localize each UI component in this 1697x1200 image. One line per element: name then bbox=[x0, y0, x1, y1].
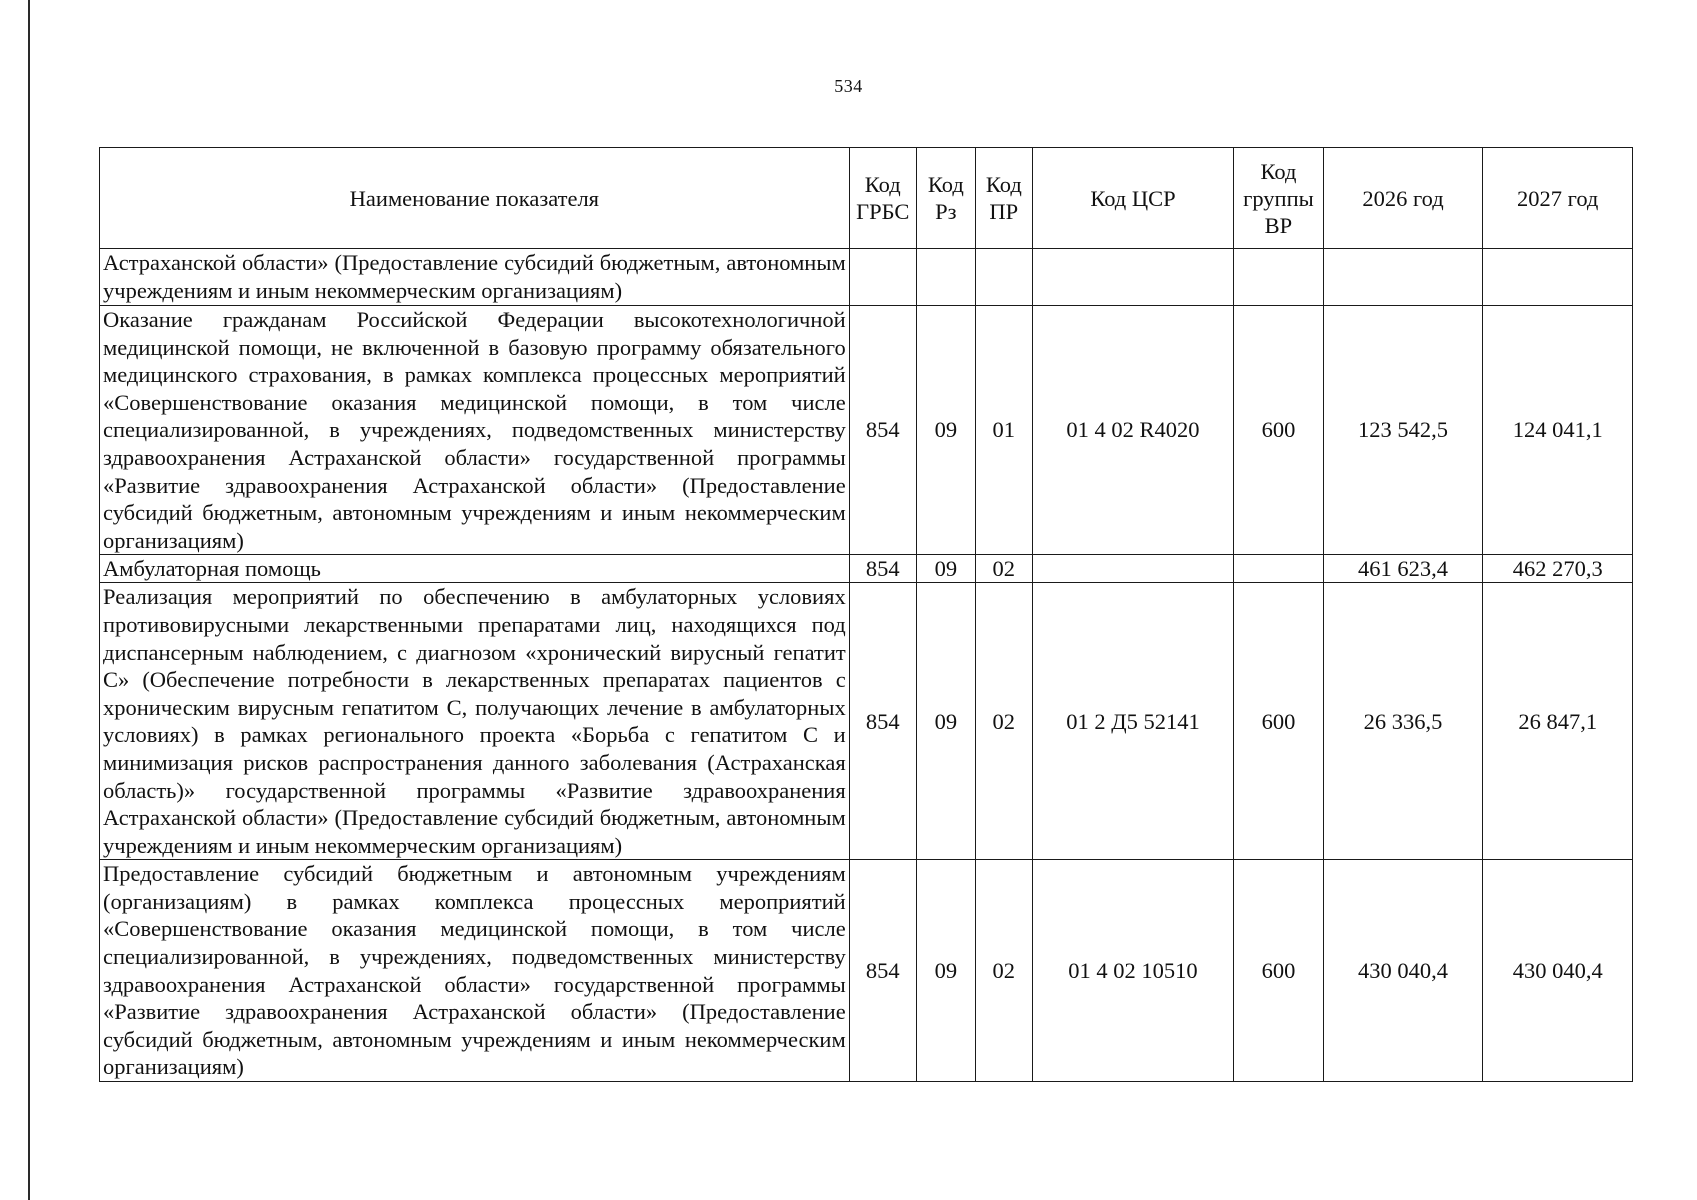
row-name: Предоставление субсидий бюджетным и автономным учреждениям (организациям) в рамках комплекса процессных мероприятий «Совершенствование оказания медицинской помощи, в том числе специализированной, в учреждениях, подведомственных министерству здравоохранения Астраханской области» государственной программы «Развитие здравоохранения Астраханской области» (Предоставление субсидий бюджетным, автономным учреждениям и иным некоммерческим организациям) bbox=[100, 860, 850, 1082]
row-2026: 461 623,4 bbox=[1323, 555, 1483, 583]
header-name: Наименование показателя bbox=[100, 148, 850, 249]
row-csr: 01 4 02 10510 bbox=[1032, 860, 1233, 1082]
header-vr: Код группы ВР bbox=[1234, 148, 1324, 249]
left-margin-line bbox=[28, 0, 30, 1200]
row-pr: 02 bbox=[975, 555, 1032, 583]
row-grbs: 854 bbox=[849, 306, 916, 555]
row-2027 bbox=[1483, 249, 1633, 306]
page-number: 534 bbox=[834, 76, 863, 96]
row-vr: 600 bbox=[1234, 583, 1324, 860]
row-rz bbox=[916, 249, 975, 306]
header-grbs: Код ГРБС bbox=[849, 148, 916, 249]
row-grbs: 854 bbox=[849, 583, 916, 860]
row-vr: 600 bbox=[1234, 306, 1324, 555]
budget-table bbox=[99, 147, 1633, 1082]
row-pr: 01 bbox=[975, 306, 1032, 555]
row-vr bbox=[1234, 555, 1324, 583]
row-vr: 600 bbox=[1234, 860, 1324, 1082]
row-2026: 430 040,4 bbox=[1323, 860, 1483, 1082]
row-2026: 123 542,5 bbox=[1323, 306, 1483, 555]
row-pr: 02 bbox=[975, 583, 1032, 860]
row-rz: 09 bbox=[916, 306, 975, 555]
header-pr: Код ПР bbox=[975, 148, 1032, 249]
row-grbs bbox=[849, 249, 916, 306]
table-row bbox=[100, 555, 1633, 583]
row-rz: 09 bbox=[916, 860, 975, 1082]
table-row bbox=[100, 583, 1633, 860]
table-row bbox=[100, 306, 1633, 555]
row-2027: 430 040,4 bbox=[1483, 860, 1633, 1082]
row-grbs: 854 bbox=[849, 555, 916, 583]
row-2026 bbox=[1323, 249, 1483, 306]
table-row bbox=[100, 249, 1633, 306]
row-name: Реализация мероприятий по обеспечению в амбулаторных условиях противовирусными лекарственными препаратами лиц, находящихся под диспансерным наблюдением, с диагнозом «хронический вирусный гепатит С» (Обеспечение потребности в лекарственных препаратах пациентов с хроническим вирусным гепатитом С, получающих лечение в амбулаторных условиях) в рамках регионального проекта «Борьба с гепатитом С и минимизация рисков распространения данного заболевания (Астраханская область)» государственной программы «Развитие здравоохранения Астраханской области» (Предоставление субсидий бюджетным, автономным учреждениям и иным некоммерческим организациям) bbox=[100, 583, 850, 860]
row-pr bbox=[975, 249, 1032, 306]
row-2026: 26 336,5 bbox=[1323, 583, 1483, 860]
row-name: Астраханской области» (Предоставление субсидий бюджетным, автономным учреждениям и иным некоммерческим организациям) bbox=[100, 249, 850, 306]
row-2027: 124 041,1 bbox=[1483, 306, 1633, 555]
header-rz: Код Рз bbox=[916, 148, 975, 249]
table-row bbox=[100, 860, 1633, 1082]
row-csr bbox=[1032, 555, 1233, 583]
header-csr: Код ЦСР bbox=[1032, 148, 1233, 249]
row-rz: 09 bbox=[916, 583, 975, 860]
header-2027: 2027 год bbox=[1483, 148, 1633, 249]
row-pr: 02 bbox=[975, 860, 1032, 1082]
row-vr bbox=[1234, 249, 1324, 306]
row-csr: 01 4 02 R4020 bbox=[1032, 306, 1233, 555]
row-rz: 09 bbox=[916, 555, 975, 583]
row-2027: 462 270,3 bbox=[1483, 555, 1633, 583]
row-grbs: 854 bbox=[849, 860, 916, 1082]
row-csr bbox=[1032, 249, 1233, 306]
table-header-row bbox=[100, 148, 1633, 249]
row-2027: 26 847,1 bbox=[1483, 583, 1633, 860]
row-name: Амбулаторная помощь bbox=[100, 555, 850, 583]
row-name: Оказание гражданам Российской Федерации высокотехнологичной медицинской помощи, не включенной в базовую программу обязательного медицинского страхования, в рамках комплекса процессных мероприятий «Совершенствование оказания медицинской помощи, в том числе специализированной, в учреждениях, подведомственных министерству здравоохранения Астраханской области» государственной программы «Развитие здравоохранения Астраханской области» (Предоставление субсидий бюджетным, автономным учреждениям и иным некоммерческим организациям) bbox=[100, 306, 850, 555]
header-2026: 2026 год bbox=[1323, 148, 1483, 249]
row-csr: 01 2 Д5 52141 bbox=[1032, 583, 1233, 860]
